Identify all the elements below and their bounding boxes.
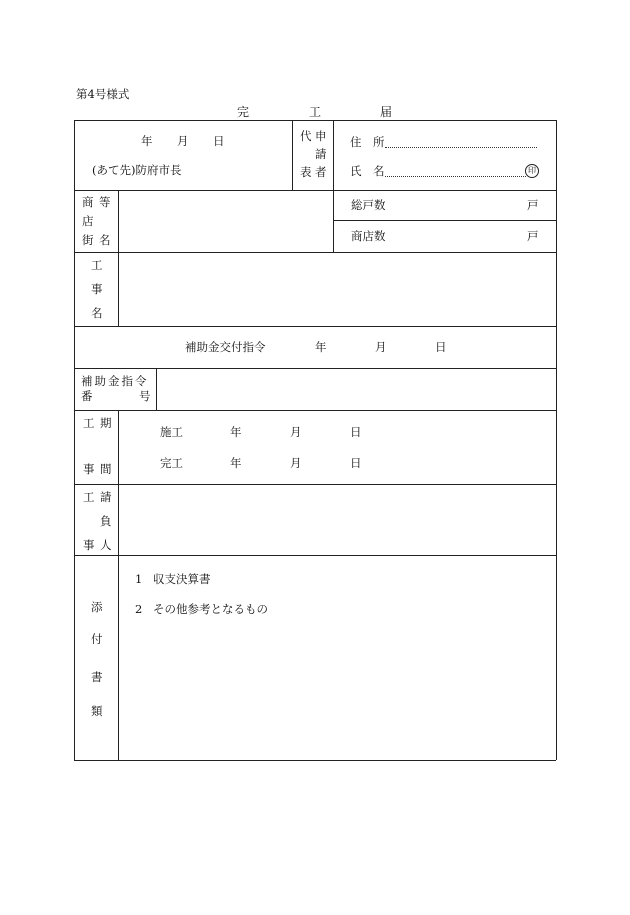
- applicant-char: 申: [315, 129, 327, 143]
- row-divider: [74, 252, 556, 253]
- name-field[interactable]: [385, 176, 526, 177]
- address-field[interactable]: [385, 147, 537, 148]
- col-divider: [118, 410, 119, 760]
- form-number: 第4号様式: [76, 87, 130, 101]
- directive-month: 月: [375, 340, 387, 354]
- project-label-char: 事: [91, 282, 103, 296]
- project-label-char: 工: [91, 258, 103, 272]
- header-day: 日: [213, 134, 225, 148]
- end-month: 月: [290, 456, 302, 470]
- applicant-char: 者: [315, 165, 327, 179]
- directive-year: 年: [315, 340, 327, 354]
- rep-char: 表: [300, 165, 312, 179]
- row-divider: [333, 220, 556, 221]
- title-char-1: 完: [237, 105, 250, 119]
- end-day: 日: [350, 456, 362, 470]
- attachment-item-num: 2: [135, 602, 143, 616]
- start-label: 施工: [160, 425, 183, 439]
- directive-number-label-right: 号: [139, 389, 151, 403]
- col-divider: [156, 368, 157, 410]
- contractor-label-char: 請: [100, 490, 112, 504]
- end-year: 年: [230, 456, 242, 470]
- street-label-char: 店: [82, 214, 94, 228]
- title-char-2: 工: [309, 105, 322, 119]
- rep-char: 代: [300, 129, 312, 143]
- subsidy-directive-label: 補助金交付指令: [185, 340, 266, 354]
- total-households-label: 総戸数: [351, 198, 386, 212]
- attachments-label-char: 書: [91, 670, 103, 684]
- contractor-label-char: 負: [100, 514, 112, 528]
- seal-mark: 印: [525, 164, 539, 178]
- completion-form: [74, 120, 556, 760]
- attachments-label-char: 付: [91, 632, 103, 646]
- row-divider: [74, 368, 556, 369]
- applicant-char: 請: [315, 147, 327, 161]
- directive-number-label: 補助金指令: [81, 374, 149, 388]
- col-divider: [333, 120, 334, 252]
- contractor-label-char: 事: [83, 538, 95, 552]
- col-divider: [118, 190, 119, 326]
- header-year: 年: [141, 134, 153, 148]
- period-label-char: 期: [100, 416, 112, 430]
- row-divider: [74, 484, 556, 485]
- directive-number-label-left: 番: [81, 389, 93, 403]
- start-year: 年: [230, 425, 242, 439]
- start-day: 日: [350, 425, 362, 439]
- street-label-char: 名: [99, 233, 111, 247]
- period-label-char: 事: [83, 462, 95, 476]
- attachments-label-char: 類: [91, 704, 103, 718]
- header-month: 月: [177, 134, 189, 148]
- period-label-char: 工: [83, 416, 95, 430]
- contractor-label-char: 工: [83, 490, 95, 504]
- street-label-char: 等: [99, 195, 111, 209]
- name-label: 氏 名: [350, 164, 385, 178]
- street-label-char: 街: [82, 233, 94, 247]
- project-label-char: 名: [91, 306, 103, 320]
- col-divider: [292, 120, 293, 190]
- unit-label: 戸: [527, 229, 539, 243]
- row-divider: [74, 410, 556, 411]
- addressee: (あて先)防府市長: [92, 163, 182, 177]
- border-right: [556, 120, 557, 760]
- row-divider: [74, 326, 556, 327]
- shops-label: 商店数: [351, 229, 386, 243]
- address-label: 住 所: [350, 135, 385, 149]
- street-label-char: 商: [82, 195, 94, 209]
- directive-day: 日: [435, 340, 447, 354]
- contractor-label-char: 人: [100, 538, 112, 552]
- border-top: [74, 120, 556, 121]
- attachment-item-text: その他参考となるもの: [153, 602, 268, 616]
- border-bottom: [74, 760, 556, 761]
- row-divider: [74, 190, 556, 191]
- start-month: 月: [290, 425, 302, 439]
- period-label-char: 間: [100, 462, 112, 476]
- unit-label: 戸: [527, 198, 539, 212]
- border-left: [74, 120, 75, 760]
- title-char-3: 届: [380, 105, 393, 119]
- attachments-label-char: 添: [91, 600, 103, 614]
- attachment-item-text: 収支決算書: [153, 572, 211, 586]
- attachment-item-num: 1: [135, 572, 143, 586]
- end-label: 完工: [160, 456, 183, 470]
- row-divider: [74, 555, 556, 556]
